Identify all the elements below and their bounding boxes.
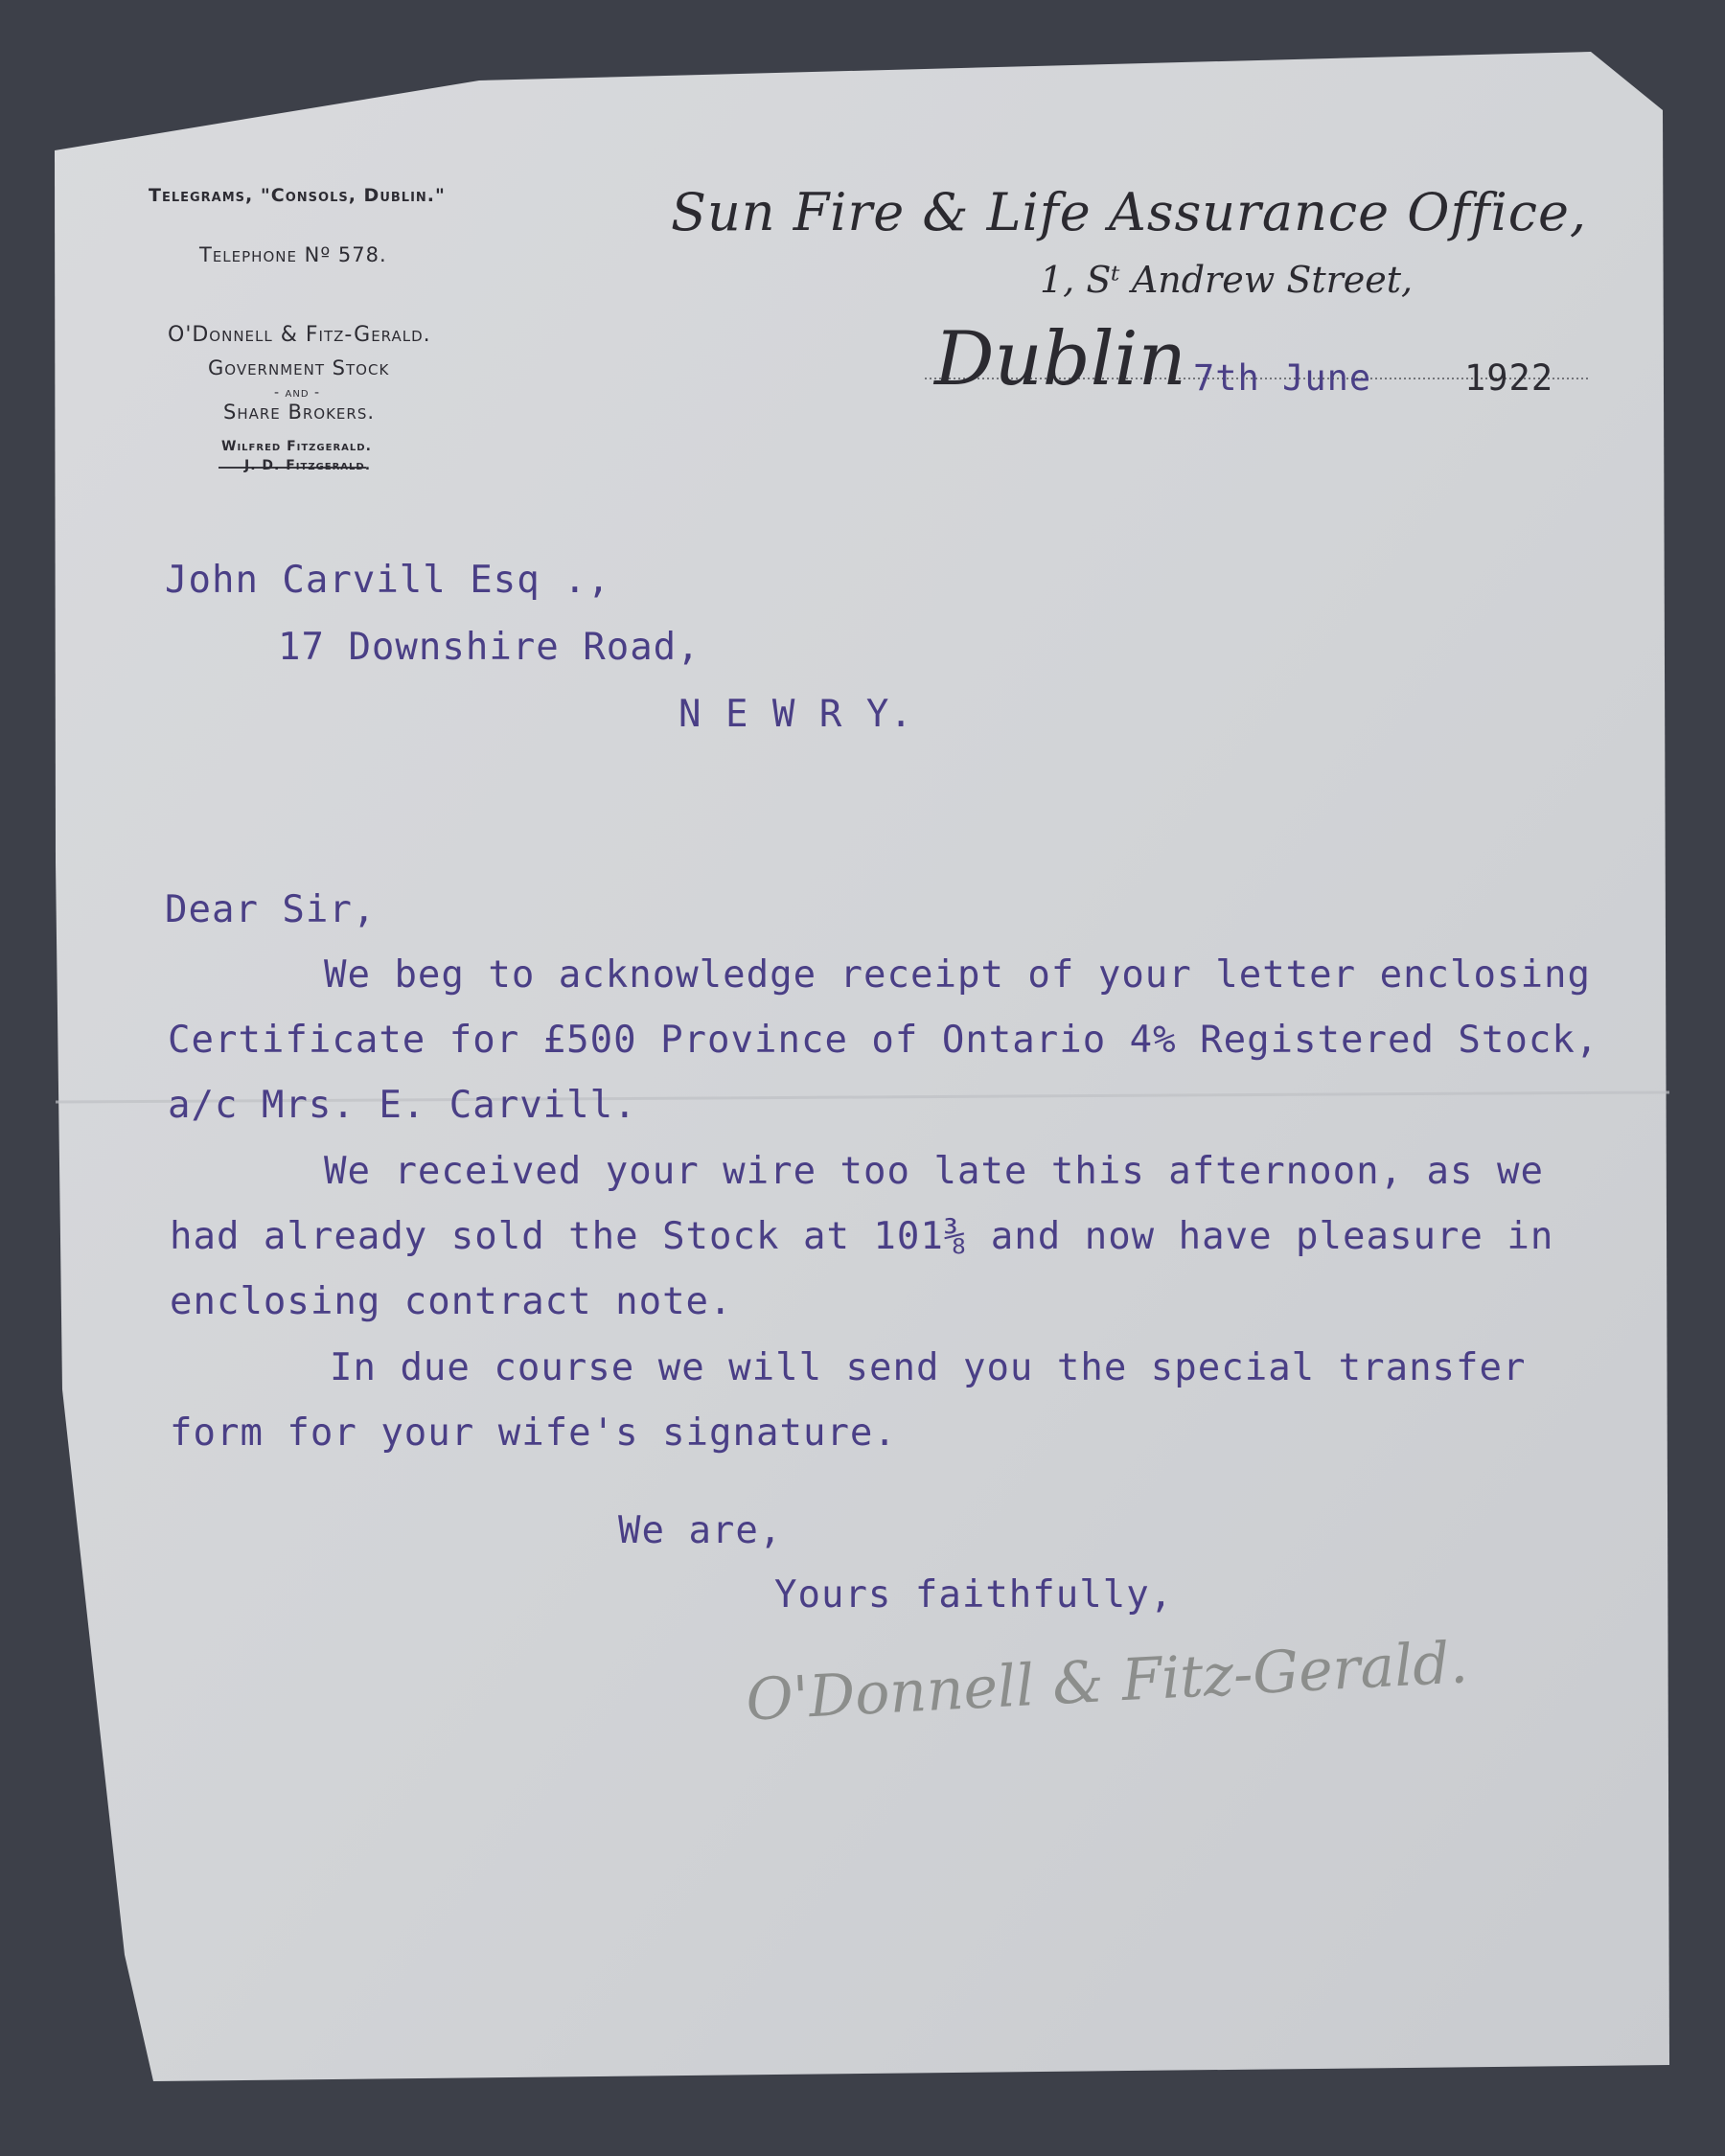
salutation: Dear Sir, [165, 888, 377, 931]
office-name: Sun Fire & Life Assurance Office, [671, 182, 1588, 242]
addressee-street: 17 Downshire Road, [278, 626, 701, 669]
trade-line-2: - and - [274, 385, 321, 401]
telegrams-line: Telegrams, "Consols, Dublin." [149, 185, 446, 206]
body-line: form for your wife's signature. [170, 1411, 897, 1455]
firm-name: O'Donnell & Fitz-Gerald. [168, 323, 431, 347]
office-street: 1, Sᵗ Andrew Street, [1040, 259, 1414, 301]
partner-1: Wilfred Fitzgerald. [221, 439, 372, 454]
office-city: Dublin [934, 316, 1186, 402]
body-line: Certificate for £500 Province of Ontario 4% Registered Stock, [168, 1019, 1599, 1062]
handwritten-signature: O'Donnell & Fitz-Gerald. [744, 1629, 1470, 1734]
closing-line-1: We are, [618, 1509, 783, 1552]
body-line: enclosing contract note. [170, 1280, 733, 1323]
body-line: a/c Mrs. E. Carvill. [168, 1084, 637, 1127]
body-line: In due course we will send you the special transfer [330, 1346, 1527, 1389]
body-line: We received your wire too late this afternoon, as we [324, 1150, 1544, 1193]
closing-line-2: Yours faithfully, [774, 1573, 1174, 1617]
date-year: 1922 [1464, 357, 1554, 399]
trade-line-1: Government Stock [208, 356, 390, 379]
body-line: We beg to acknowledge receipt of your letter enclosing [324, 953, 1591, 997]
trade-line-3: Share Brokers. [223, 401, 376, 424]
partner-2: J. D. Fitzgerald. [244, 458, 372, 473]
addressee-name: John Carvill Esq ., [165, 559, 611, 602]
addressee-town: N E W R Y. [678, 693, 913, 736]
date-day-month: 7th June [1193, 357, 1372, 399]
body-line: had already sold the Stock at 101⅜ and now have pleasure in [170, 1215, 1554, 1258]
telephone-line: Telephone Nº 578. [199, 243, 387, 266]
